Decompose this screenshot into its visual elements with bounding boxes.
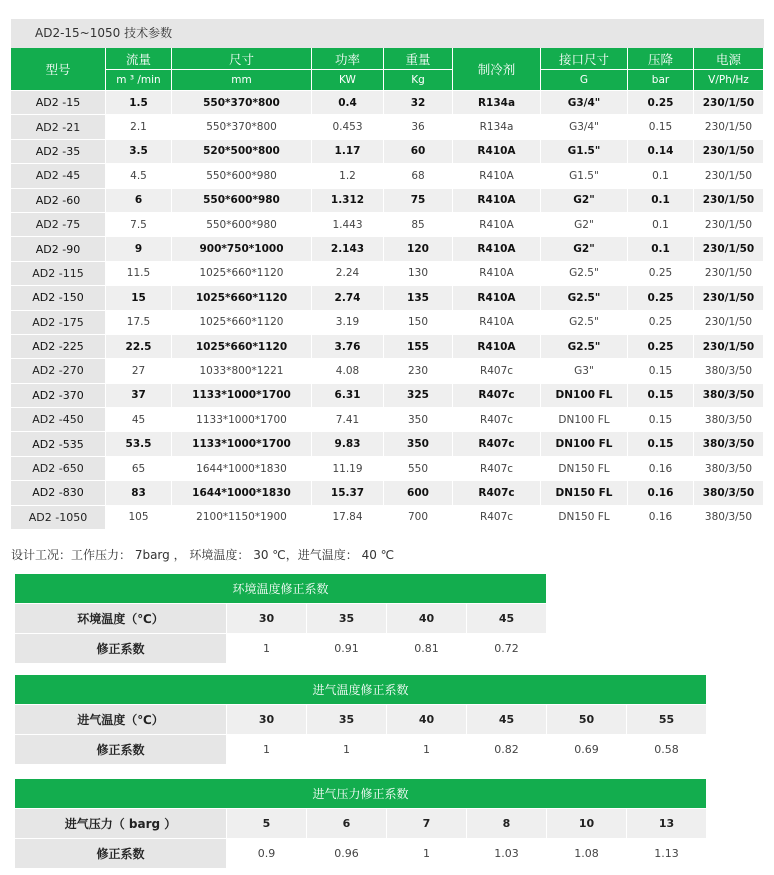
table-cell: R407c [453, 408, 541, 432]
inlet-temperature-label: 进气温度（℃） [15, 705, 227, 735]
table-row [11, 481, 764, 505]
table-cell: 1644*1000*1830 [172, 457, 312, 481]
table-cell: 36 [384, 115, 453, 139]
ambient-factor-row [15, 634, 547, 664]
table-cell: 0.25 [628, 335, 694, 359]
ambient-factor-label: 修正系数 [15, 634, 227, 664]
table-cell: 7.41 [312, 408, 384, 432]
table-row [11, 384, 764, 408]
table-cell: DN150 FL [541, 457, 628, 481]
table-cell: 230/1/50 [694, 237, 764, 261]
table-row [11, 286, 764, 310]
table-cell: 15 [106, 286, 172, 310]
table-cell: 150 [384, 311, 453, 335]
table-cell: 68 [384, 164, 453, 188]
table-cell: 0.16 [628, 506, 694, 530]
table-row [11, 237, 764, 261]
spec-table-body [11, 91, 764, 530]
table-cell: R410A [453, 311, 541, 335]
table-cell: R410A [453, 140, 541, 164]
model-cell: AD2 -115 [11, 262, 106, 286]
table-row [11, 432, 764, 456]
table-row [11, 262, 764, 286]
model-cell: AD2 -535 [11, 432, 106, 456]
table-cell: 0.96 [307, 839, 387, 869]
table-cell: 2.24 [312, 262, 384, 286]
table-cell: 37 [106, 384, 172, 408]
table-cell: R410A [453, 213, 541, 237]
table-cell: 1025*660*1120 [172, 311, 312, 335]
unit-weight: Kg [384, 70, 453, 91]
table-cell: 550*600*980 [172, 164, 312, 188]
table-cell: 45 [467, 604, 547, 634]
ambient-temperature-row [15, 604, 547, 634]
table-cell: 0.25 [628, 286, 694, 310]
table-cell: G2.5" [541, 335, 628, 359]
table-cell: 85 [384, 213, 453, 237]
unit-port: G [541, 70, 628, 91]
table-cell: 22.5 [106, 335, 172, 359]
table-cell: 120 [384, 237, 453, 261]
model-cell: AD2 -175 [11, 311, 106, 335]
ambient-correction-table [15, 574, 547, 664]
table-cell: 53.5 [106, 432, 172, 456]
unit-supply: V/Ph/Hz [694, 70, 764, 91]
table-cell: 550*600*980 [172, 213, 312, 237]
table-cell: G2" [541, 213, 628, 237]
table-cell: G1.5" [541, 164, 628, 188]
table-cell: 40 [387, 604, 467, 634]
table-row [11, 140, 764, 164]
table-cell: 230/1/50 [694, 115, 764, 139]
inlet-pressure-factor-label: 修正系数 [15, 839, 227, 869]
table-cell: 6 [106, 189, 172, 213]
table-cell: 350 [384, 408, 453, 432]
table-cell: 1133*1000*1700 [172, 384, 312, 408]
table-cell: 1.17 [312, 140, 384, 164]
table-cell: R410A [453, 286, 541, 310]
table-row [11, 164, 764, 188]
table-cell: 600 [384, 481, 453, 505]
table-cell: G1.5" [541, 140, 628, 164]
table-cell: G2.5" [541, 311, 628, 335]
table-cell: 35 [307, 604, 387, 634]
table-cell: 1.2 [312, 164, 384, 188]
table-cell: 1.5 [106, 91, 172, 115]
table-cell: 11.19 [312, 457, 384, 481]
table-cell: 6 [307, 809, 387, 839]
inlet-temperature-factor-row [15, 735, 707, 765]
table-cell: R407c [453, 457, 541, 481]
table-cell: 105 [106, 506, 172, 530]
table-row [11, 457, 764, 481]
model-cell: AD2 -21 [11, 115, 106, 139]
header-power: 功率 [312, 48, 384, 70]
table-cell: 0.25 [628, 91, 694, 115]
table-cell: 45 [106, 408, 172, 432]
table-cell: 0.81 [387, 634, 467, 664]
table-cell: 0.453 [312, 115, 384, 139]
table-cell: 0.16 [628, 457, 694, 481]
table-cell: 9.83 [312, 432, 384, 456]
table-cell: 1 [227, 634, 307, 664]
table-cell: 15.37 [312, 481, 384, 505]
table-cell: 230/1/50 [694, 311, 764, 335]
inlet-pressure-row [15, 809, 707, 839]
header-weight: 重量 [384, 48, 453, 70]
table-cell: 230/1/50 [694, 286, 764, 310]
table-cell: R407c [453, 359, 541, 383]
table-cell: 1.08 [547, 839, 627, 869]
table-cell: 1025*660*1120 [172, 262, 312, 286]
table-row [11, 115, 764, 139]
table-cell: 0.1 [628, 164, 694, 188]
table-cell: 230 [384, 359, 453, 383]
header-flow: 流量 [106, 48, 172, 70]
table-cell: 0.15 [628, 408, 694, 432]
table-cell: G3/4" [541, 115, 628, 139]
model-cell: AD2 -225 [11, 335, 106, 359]
model-cell: AD2 -75 [11, 213, 106, 237]
design-conditions-note: 设计工况：工作压力： 7barg ， 环境温度： 30 ℃，进气温度： 40 ℃ [11, 548, 395, 562]
header-size: 尺寸 [172, 48, 312, 70]
table-cell: R410A [453, 189, 541, 213]
model-cell: AD2 -450 [11, 408, 106, 432]
table-cell: 1.03 [467, 839, 547, 869]
table-cell: 550*370*800 [172, 91, 312, 115]
table-cell: DN150 FL [541, 506, 628, 530]
table-cell: 0.15 [628, 115, 694, 139]
table-cell: R134a [453, 115, 541, 139]
table-row [11, 408, 764, 432]
table-cell: 3.19 [312, 311, 384, 335]
table-cell: 2.143 [312, 237, 384, 261]
table-cell: 8 [467, 809, 547, 839]
header-supply: 电源 [694, 48, 764, 70]
table-cell: 230/1/50 [694, 189, 764, 213]
model-cell: AD2 -15 [11, 91, 106, 115]
table-cell: 65 [106, 457, 172, 481]
header-pressure-drop: 压降 [628, 48, 694, 70]
model-cell: AD2 -830 [11, 481, 106, 505]
table-cell: 30 [227, 604, 307, 634]
model-cell: AD2 -90 [11, 237, 106, 261]
table-cell: 1644*1000*1830 [172, 481, 312, 505]
table-cell: DN150 FL [541, 481, 628, 505]
table-cell: 4.5 [106, 164, 172, 188]
table-cell: 6.31 [312, 384, 384, 408]
table-cell: 550*600*980 [172, 189, 312, 213]
table-cell: 230/1/50 [694, 164, 764, 188]
table-cell: 380/3/50 [694, 506, 764, 530]
model-cell: AD2 -45 [11, 164, 106, 188]
table-cell: G3" [541, 359, 628, 383]
table-cell: 0.15 [628, 359, 694, 383]
table-cell: 7 [387, 809, 467, 839]
table-cell: 7.5 [106, 213, 172, 237]
table-cell: 17.5 [106, 311, 172, 335]
table-cell: 55 [627, 705, 707, 735]
table-cell: G2" [541, 237, 628, 261]
inlet-pressure-correction-caption: 进气压力修正系数 [15, 779, 707, 809]
table-cell: 0.91 [307, 634, 387, 664]
table-cell: 1 [307, 735, 387, 765]
table-cell: 0.16 [628, 481, 694, 505]
unit-flow: m ³ /min [106, 70, 172, 91]
model-cell: AD2 -150 [11, 286, 106, 310]
table-cell: 13 [627, 809, 707, 839]
spec-table [11, 48, 764, 530]
table-cell: 30 [227, 705, 307, 735]
table-cell: 9 [106, 237, 172, 261]
table-row [11, 189, 764, 213]
table-cell: R134a [453, 91, 541, 115]
table-cell: DN100 FL [541, 408, 628, 432]
table-cell: 1.443 [312, 213, 384, 237]
inlet-temperature-correction-caption: 进气温度修正系数 [15, 675, 707, 705]
table-cell: 520*500*800 [172, 140, 312, 164]
unit-pressure-drop: bar [628, 70, 694, 91]
table-cell: 0.25 [628, 262, 694, 286]
table-row [11, 335, 764, 359]
inlet-pressure-correction-table [15, 779, 707, 869]
model-cell: AD2 -35 [11, 140, 106, 164]
table-cell: 135 [384, 286, 453, 310]
table-cell: 0.15 [628, 432, 694, 456]
table-cell: 75 [384, 189, 453, 213]
model-cell: AD2 -1050 [11, 506, 106, 530]
table-cell: 1.312 [312, 189, 384, 213]
table-cell: 35 [307, 705, 387, 735]
table-cell: R407c [453, 384, 541, 408]
table-cell: 1 [387, 735, 467, 765]
table-cell: 1.13 [627, 839, 707, 869]
table-cell: 0.58 [627, 735, 707, 765]
table-cell: 0.72 [467, 634, 547, 664]
ambient-temperature-label: 环境温度（℃） [15, 604, 227, 634]
inlet-pressure-label: 进气压力（ barg ） [15, 809, 227, 839]
table-cell: 2.1 [106, 115, 172, 139]
model-cell: AD2 -60 [11, 189, 106, 213]
table-cell: 0.69 [547, 735, 627, 765]
table-cell: 230/1/50 [694, 91, 764, 115]
table-row [11, 359, 764, 383]
table-cell: 550 [384, 457, 453, 481]
table-cell: 0.9 [227, 839, 307, 869]
table-cell: 380/3/50 [694, 408, 764, 432]
table-cell: 1025*660*1120 [172, 335, 312, 359]
table-cell: 230/1/50 [694, 213, 764, 237]
table-cell: 350 [384, 432, 453, 456]
table-cell: G2.5" [541, 262, 628, 286]
unit-size: mm [172, 70, 312, 91]
table-cell: 325 [384, 384, 453, 408]
table-cell: 60 [384, 140, 453, 164]
table-cell: 40 [387, 705, 467, 735]
table-cell: 1133*1000*1700 [172, 408, 312, 432]
table-cell: R407c [453, 432, 541, 456]
table-cell: 900*750*1000 [172, 237, 312, 261]
table-cell: 10 [547, 809, 627, 839]
table-cell: 4.08 [312, 359, 384, 383]
table-cell: 550*370*800 [172, 115, 312, 139]
table-cell: 155 [384, 335, 453, 359]
table-cell: 0.15 [628, 384, 694, 408]
model-cell: AD2 -650 [11, 457, 106, 481]
table-cell: 0.14 [628, 140, 694, 164]
table-cell: G2" [541, 189, 628, 213]
table-cell: 5 [227, 809, 307, 839]
table-cell: 1033*800*1221 [172, 359, 312, 383]
table-cell: R410A [453, 262, 541, 286]
table-cell: 27 [106, 359, 172, 383]
table-row [11, 311, 764, 335]
table-cell: 1025*660*1120 [172, 286, 312, 310]
table-cell: 2100*1150*1900 [172, 506, 312, 530]
table-cell: 0.1 [628, 237, 694, 261]
table-cell: 11.5 [106, 262, 172, 286]
table-cell: 1 [387, 839, 467, 869]
table-cell: DN100 FL [541, 384, 628, 408]
table-cell: 17.84 [312, 506, 384, 530]
table-row [11, 506, 764, 530]
table-cell: R407c [453, 481, 541, 505]
inlet-pressure-factor-row [15, 839, 707, 869]
table-cell: 230/1/50 [694, 335, 764, 359]
table-cell: R410A [453, 335, 541, 359]
table-cell: 3.5 [106, 140, 172, 164]
table-cell: 380/3/50 [694, 432, 764, 456]
table-cell: 0.4 [312, 91, 384, 115]
table-cell: 0.1 [628, 189, 694, 213]
table-cell: 0.82 [467, 735, 547, 765]
header-port: 接口尺寸 [541, 48, 628, 70]
table-cell: R410A [453, 164, 541, 188]
table-cell: 230/1/50 [694, 140, 764, 164]
table-cell: 130 [384, 262, 453, 286]
model-cell: AD2 -370 [11, 384, 106, 408]
table-cell: 380/3/50 [694, 384, 764, 408]
table-cell: 380/3/50 [694, 359, 764, 383]
page-title: AD2-15~1050 技术参数 [11, 19, 764, 48]
table-cell: 1133*1000*1700 [172, 432, 312, 456]
table-cell: R407c [453, 506, 541, 530]
inlet-temperature-factor-label: 修正系数 [15, 735, 227, 765]
header-model: 型号 [11, 48, 106, 91]
table-row [11, 91, 764, 115]
table-cell: 230/1/50 [694, 262, 764, 286]
model-cell: AD2 -270 [11, 359, 106, 383]
table-cell: G2.5" [541, 286, 628, 310]
table-cell: 50 [547, 705, 627, 735]
inlet-temperature-row [15, 705, 707, 735]
table-cell: R410A [453, 237, 541, 261]
table-cell: 380/3/50 [694, 481, 764, 505]
table-cell: G3/4" [541, 91, 628, 115]
table-cell: 1 [227, 735, 307, 765]
header-refrigerant: 制冷剂 [453, 48, 541, 91]
table-row [11, 213, 764, 237]
table-cell: 83 [106, 481, 172, 505]
table-cell: 380/3/50 [694, 457, 764, 481]
table-cell: 700 [384, 506, 453, 530]
table-cell: 3.76 [312, 335, 384, 359]
table-cell: 0.25 [628, 311, 694, 335]
table-cell: DN100 FL [541, 432, 628, 456]
table-cell: 0.1 [628, 213, 694, 237]
table-cell: 2.74 [312, 286, 384, 310]
ambient-correction-caption: 环境温度修正系数 [15, 574, 547, 604]
inlet-temperature-correction-table [15, 675, 707, 765]
unit-power: KW [312, 70, 384, 91]
table-cell: 45 [467, 705, 547, 735]
table-cell: 32 [384, 91, 453, 115]
